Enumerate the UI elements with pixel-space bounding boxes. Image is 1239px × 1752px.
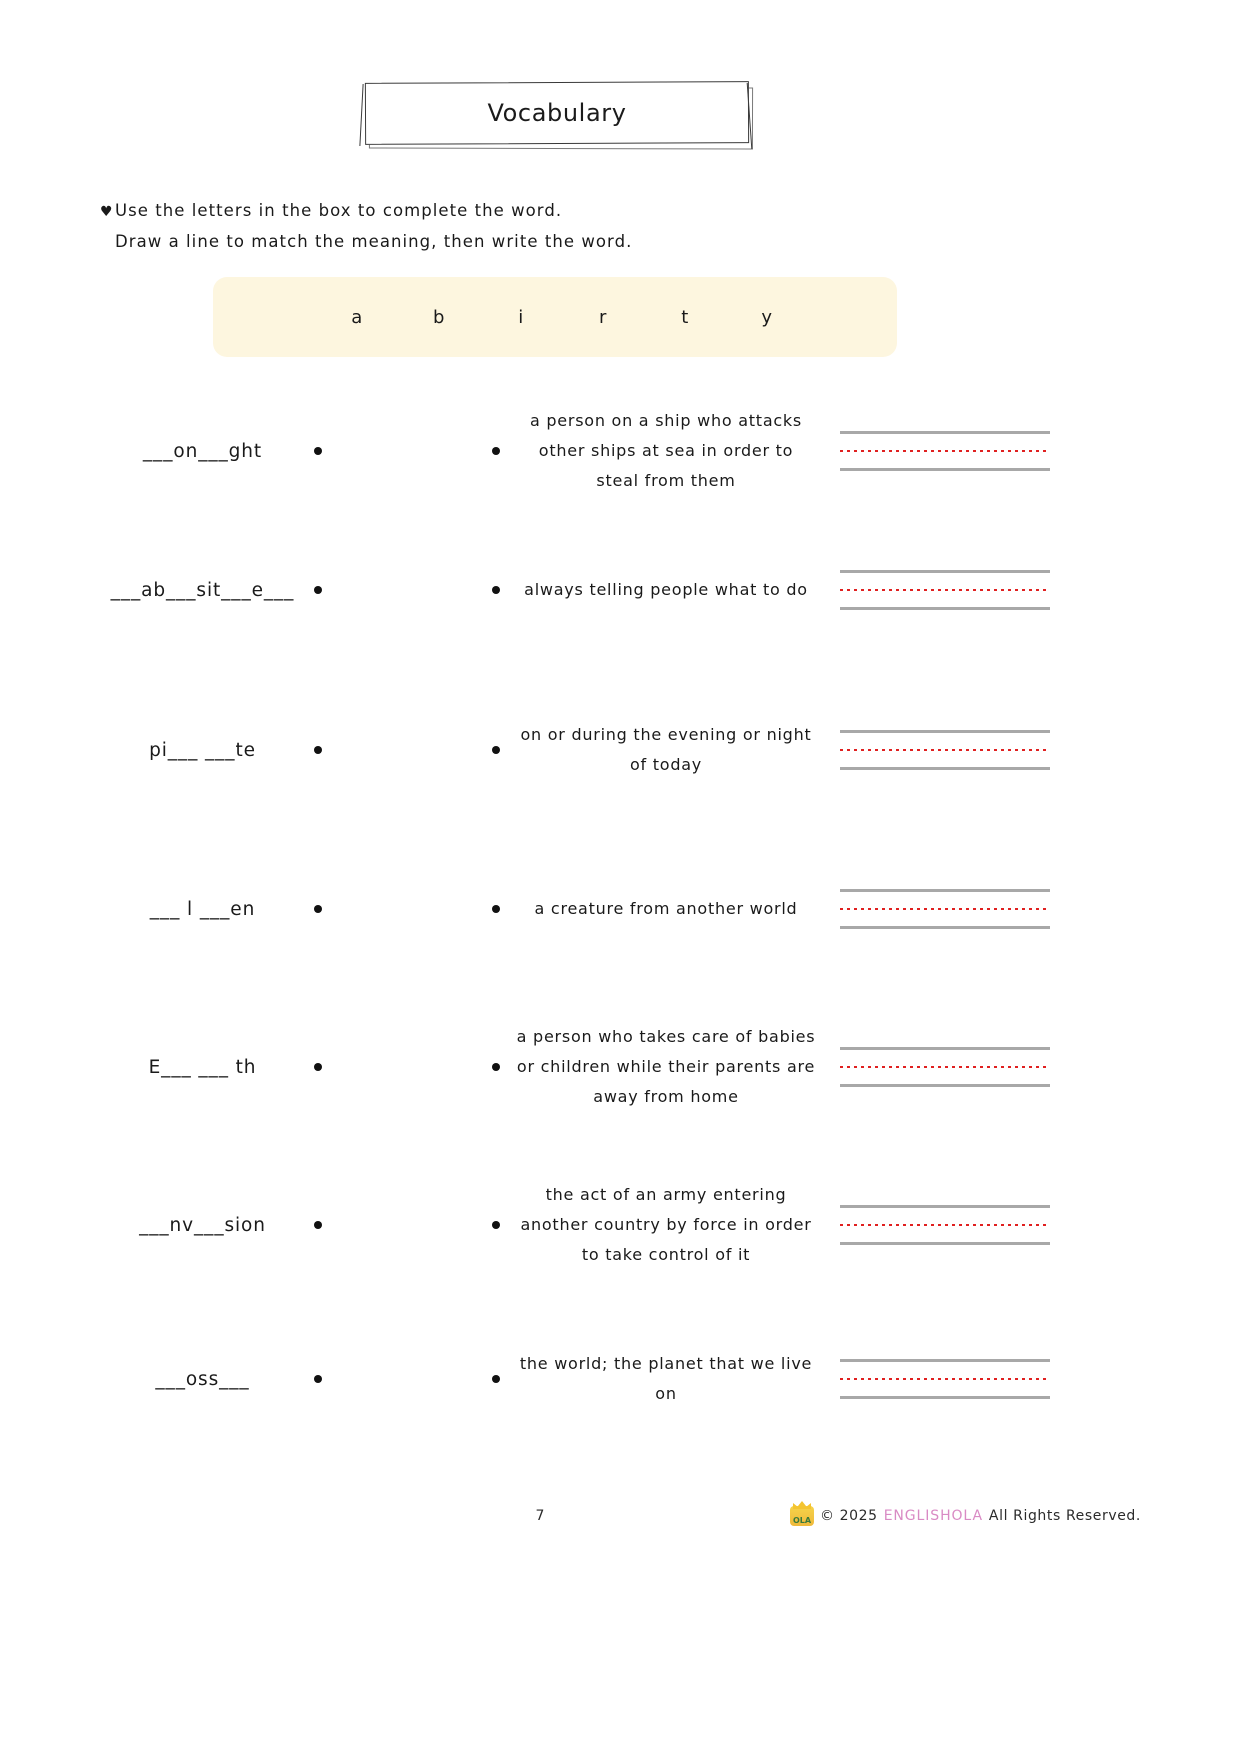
dot-icon <box>314 1221 322 1229</box>
writing-line-gap <box>840 1068 1076 1084</box>
writing-line-bottom <box>840 1396 1050 1399</box>
crown-logo-icon <box>790 1506 814 1526</box>
writing-line-gap <box>840 733 1076 749</box>
match-dot-right[interactable] <box>476 1375 516 1383</box>
rights-text: All Rights Reserved. <box>988 1508 1141 1524</box>
instruction-line-2 <box>100 227 900 256</box>
dot-icon <box>492 447 500 455</box>
match-dot-left[interactable] <box>300 1375 336 1383</box>
table-row <box>0 510 1239 670</box>
writing-line-gap <box>840 434 1076 450</box>
dot-icon <box>492 1221 500 1229</box>
word-blank: pi___ ___te <box>149 739 256 761</box>
writing-line-bottom <box>840 926 1050 929</box>
word-blank: ___oss___ <box>155 1368 250 1390</box>
writing-line-bottom <box>840 1084 1050 1087</box>
answer-writing-lines[interactable] <box>816 889 1076 929</box>
writing-line-bottom <box>840 607 1050 610</box>
page-footer <box>0 1500 1239 1560</box>
definition-text: the world; the planet that we live on <box>519 1354 813 1403</box>
table-row <box>0 1304 1239 1454</box>
brand-name: ENGLISHOLA <box>883 1508 983 1524</box>
writing-line-gap <box>840 910 1076 926</box>
match-dot-right[interactable] <box>476 586 516 594</box>
dot-icon <box>492 905 500 913</box>
letter-tile: r <box>599 306 607 328</box>
writing-line-gap <box>840 1226 1076 1242</box>
table-row <box>0 670 1239 830</box>
dot-icon <box>314 447 322 455</box>
matching-exercise <box>0 392 1239 1454</box>
definition-text: a person who takes care of babies or children while their parents are away from home <box>516 1027 816 1106</box>
match-dot-left[interactable] <box>300 746 336 754</box>
instruction-text-2: Draw a line to match the meaning, then write the word. <box>115 232 633 251</box>
dot-icon <box>314 746 322 754</box>
writing-line-gap <box>840 1050 1076 1066</box>
dot-icon <box>314 1063 322 1071</box>
writing-line-gap <box>840 1362 1076 1378</box>
match-dot-left[interactable] <box>300 586 336 594</box>
answer-writing-lines[interactable] <box>816 730 1076 770</box>
writing-line-bottom <box>840 767 1050 770</box>
dot-icon <box>492 586 500 594</box>
writing-line-gap <box>840 591 1076 607</box>
match-dot-left[interactable] <box>300 1221 336 1229</box>
copyright-text: © 2025 <box>820 1508 878 1524</box>
match-dot-right[interactable] <box>476 905 516 913</box>
writing-line-gap <box>840 751 1076 767</box>
word-blank: E___ ___ th <box>148 1056 257 1078</box>
writing-line-bottom <box>840 1242 1050 1245</box>
table-row <box>0 392 1239 510</box>
writing-line-bottom <box>840 468 1050 471</box>
definition-text: the act of an army entering another country by force in order to take control of it <box>520 1185 812 1264</box>
writing-line-gap <box>840 1380 1076 1396</box>
dot-icon <box>492 1063 500 1071</box>
writing-line-gap <box>840 452 1076 468</box>
dot-icon <box>492 746 500 754</box>
table-row <box>0 1146 1239 1304</box>
definition-text: a creature from another world <box>534 899 798 918</box>
writing-line-gap <box>840 1208 1076 1224</box>
word-blank: ___on___ght <box>142 440 263 462</box>
definition-text: on or during the evening or night of today <box>520 725 812 774</box>
definition-text: always telling people what to do <box>524 580 808 599</box>
instruction-text-1: Use the letters in the box to complete the word. <box>115 201 563 220</box>
match-dot-right[interactable] <box>476 1063 516 1071</box>
page-title: Vocabulary <box>487 99 627 127</box>
letter-bank <box>213 277 897 357</box>
letter-tile: a <box>351 306 363 328</box>
answer-writing-lines[interactable] <box>816 1205 1076 1245</box>
letter-tile: y <box>761 306 773 328</box>
answer-writing-lines[interactable] <box>816 431 1076 471</box>
letter-tile: b <box>433 306 445 328</box>
table-row <box>0 988 1239 1146</box>
definition-text: a person on a ship who attacks other ships at sea in order to steal from them <box>529 411 803 490</box>
letter-bank-letters <box>213 307 897 328</box>
dot-icon <box>314 905 322 913</box>
letter-tile: i <box>518 306 524 328</box>
match-dot-right[interactable] <box>476 746 516 754</box>
copyright-credit <box>790 1506 1141 1526</box>
letter-tile: t <box>681 306 689 328</box>
match-dot-left[interactable] <box>300 905 336 913</box>
instructions <box>100 196 900 256</box>
match-dot-left[interactable] <box>300 447 336 455</box>
match-dot-right[interactable] <box>476 1221 516 1229</box>
answer-writing-lines[interactable] <box>816 1047 1076 1087</box>
answer-writing-lines[interactable] <box>816 570 1076 610</box>
writing-line-gap <box>840 573 1076 589</box>
word-blank: ___ab___sit___e___ <box>110 579 295 601</box>
dot-icon <box>314 586 322 594</box>
page-number: 7 <box>535 1508 545 1524</box>
dot-icon <box>492 1375 500 1383</box>
word-blank: ___nv___sion <box>139 1214 266 1236</box>
match-dot-left[interactable] <box>300 1063 336 1071</box>
heart-icon: ♥ <box>100 204 114 220</box>
match-dot-right[interactable] <box>476 447 516 455</box>
crown-logo-text: OLA <box>792 1516 812 1525</box>
page-title-banner <box>357 78 757 150</box>
table-row <box>0 830 1239 988</box>
answer-writing-lines[interactable] <box>816 1359 1076 1399</box>
word-blank: ___ l ___en <box>149 898 256 920</box>
dot-icon <box>314 1375 322 1383</box>
writing-line-gap <box>840 892 1076 908</box>
instruction-line-1 <box>100 196 900 227</box>
